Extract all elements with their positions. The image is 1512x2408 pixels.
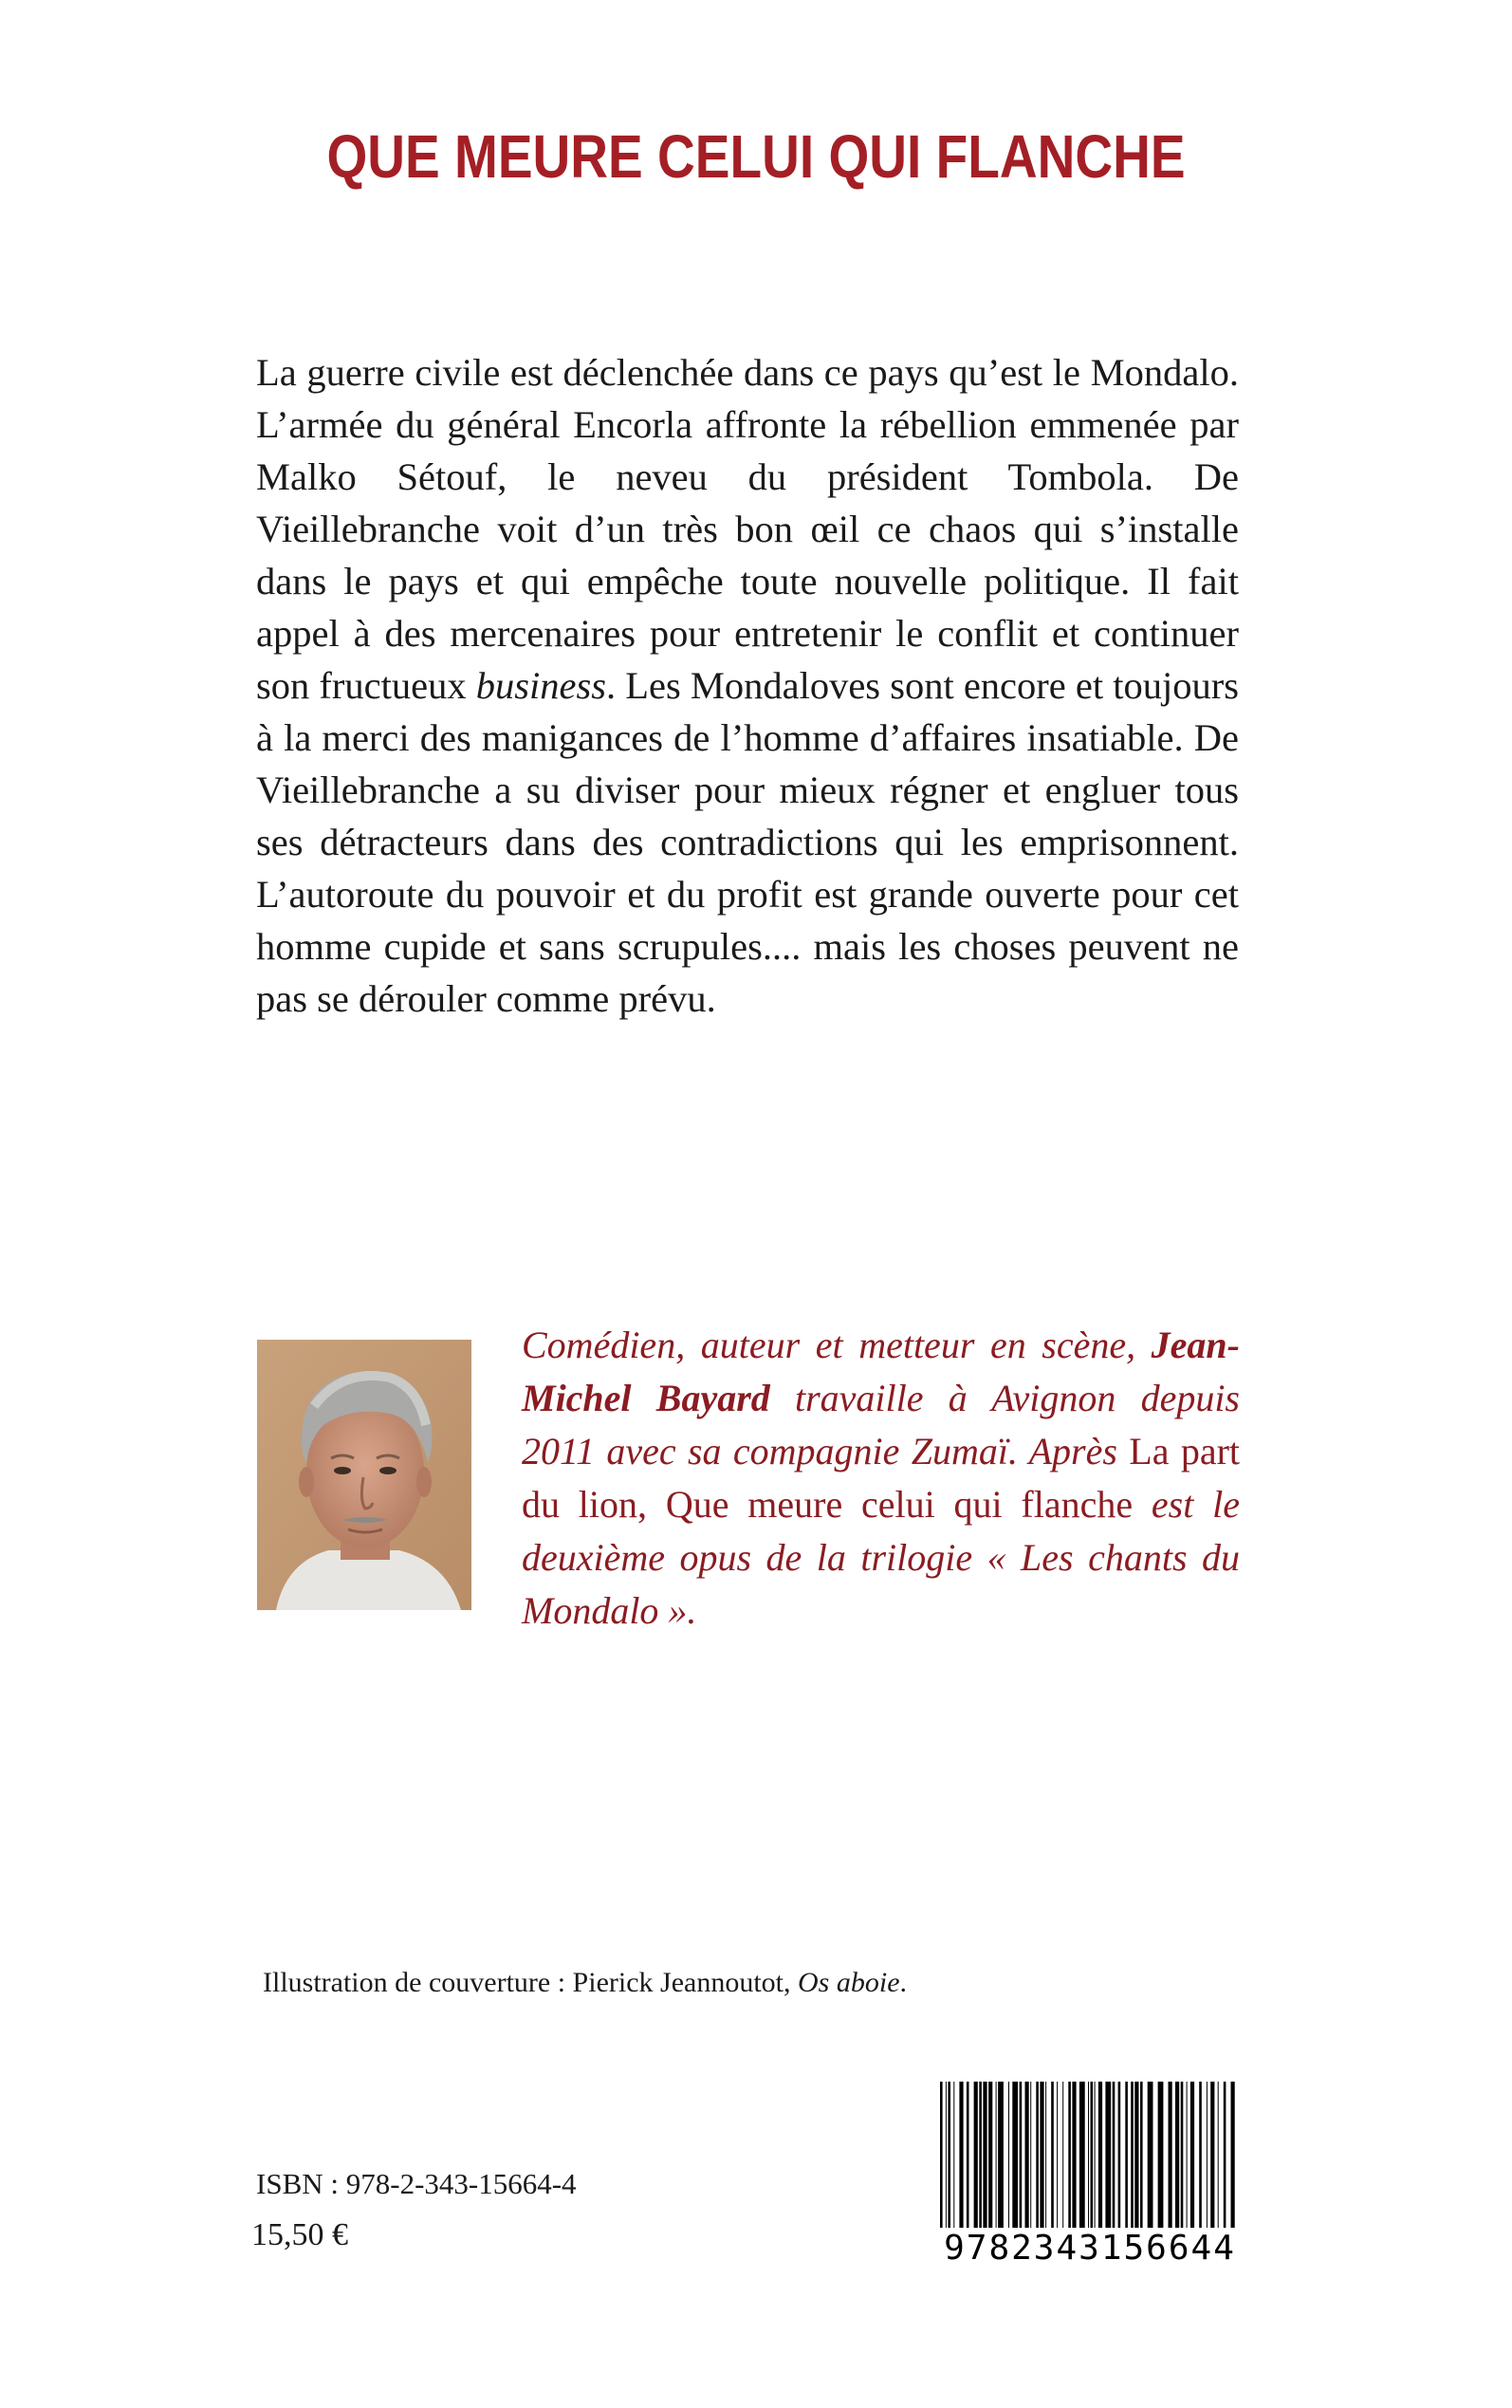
barcode-bar xyxy=(1140,2082,1143,2233)
barcode-bar xyxy=(959,2082,963,2233)
price: 15,50 € xyxy=(251,2217,348,2252)
blurb-text-1: La guerre civile est déclenchée dans ce pays qu’est le Mondalo. L’armée du général Encorla affronte la rébellion emmenée par Malko Sétouf, le neveu du président Tombola. De Vieillebranche voit d’un très bon œil ce chaos qui s’installe dans le pays et qui empêche toute nouvelle politique. Il fait appel à des mercenaires pour entretenir le conflit et continuer son fructueux xyxy=(256,351,1239,707)
barcode-bar xyxy=(1207,2082,1208,2233)
barcode-bar xyxy=(1025,2082,1029,2233)
barcode-bar xyxy=(1134,2082,1138,2233)
book-title: QUE MEURE CELUI QUI FLANCHE xyxy=(326,122,1186,191)
bio-book-2: Que meure celui qui flanche xyxy=(665,1483,1134,1526)
barcode-bar xyxy=(1088,2082,1089,2233)
barcode-bar xyxy=(1158,2082,1164,2233)
barcode-bar xyxy=(1020,2082,1023,2233)
barcode-bar xyxy=(1148,2082,1153,2233)
barcode-bar xyxy=(1125,2082,1128,2233)
barcode-bar xyxy=(1012,2082,1018,2233)
blurb-paragraph xyxy=(256,346,1239,1025)
barcode-bar xyxy=(1169,2082,1172,2233)
barcode-bar xyxy=(996,2082,997,2233)
barcode-bar xyxy=(1199,2082,1202,2233)
barcode-digits: 9782343156644 xyxy=(936,2228,1244,2269)
barcode-bar xyxy=(1210,2082,1214,2233)
barcode-bar xyxy=(983,2082,986,2233)
barcode-bar xyxy=(1181,2082,1184,2233)
barcode-bar xyxy=(1224,2082,1226,2233)
barcode-bar xyxy=(1051,2082,1054,2233)
credit-suffix: . xyxy=(899,1967,908,1998)
barcode xyxy=(936,2082,1244,2281)
barcode-bar xyxy=(1072,2082,1076,2233)
bio-book-1: La part du lion xyxy=(522,1430,1240,1526)
barcode-bar xyxy=(1057,2082,1058,2233)
barcode-bar xyxy=(979,2082,982,2233)
credit-work: Os aboie xyxy=(798,1967,900,1998)
barcode-bar xyxy=(1118,2082,1121,2233)
barcode-bar xyxy=(1131,2082,1134,2233)
barcode-bar xyxy=(948,2082,950,2233)
author-bio xyxy=(522,1319,1240,1638)
barcode-bar xyxy=(1036,2082,1039,2233)
barcode-bar xyxy=(1113,2082,1116,2233)
blurb-text-2: . Les Mondaloves sont encore et toujours à la merci des manigances de l’homme d’affaires insatiable. De Vieillebranche a su diviser pour mieux régner et engluer tous ses détracteurs dans des contradictions qui les emprisonnent. L’autoroute du pouvoir et du profit est grande ouverte pour cet homme cupide et sans scrupules.... mais les choses peuvent ne pas se dérouler comme prévu. xyxy=(256,664,1239,1020)
bio-intro: Comédien, auteur et metteur en scène, xyxy=(522,1324,1152,1366)
barcode-bar xyxy=(967,2082,969,2233)
barcode-bar xyxy=(988,2082,992,2233)
barcode-bar xyxy=(1045,2082,1046,2233)
author-name: Jean-Michel Bayard xyxy=(522,1324,1240,1419)
isbn: ISBN : 978-2-343-15664-4 xyxy=(256,2167,577,2200)
barcode-bar xyxy=(1079,2082,1085,2233)
barcode-bar xyxy=(974,2082,978,2233)
barcode-bar xyxy=(998,2082,1004,2233)
bio-end: est le deuxième opus de la trilogie « Les chants du Mondalo ». xyxy=(522,1483,1241,1632)
barcode-bar xyxy=(1008,2082,1009,2233)
barcode-bar xyxy=(1098,2082,1102,2233)
author-photo xyxy=(257,1340,471,1610)
barcode-bar xyxy=(1187,2082,1188,2233)
barcode-bar xyxy=(1068,2082,1071,2233)
barcode-bar xyxy=(1091,2082,1094,2233)
bio-separator: , xyxy=(637,1483,666,1526)
barcode-bar xyxy=(1030,2082,1031,2233)
barcode-bar xyxy=(1062,2082,1063,2233)
barcode-bar xyxy=(1040,2082,1043,2233)
barcode-bar xyxy=(1175,2082,1179,2233)
credit-prefix: Illustration de couverture : Pierick Jeannoutot, xyxy=(263,1967,799,1998)
barcode-bar xyxy=(1190,2082,1194,2233)
barcode-bar xyxy=(940,2082,943,2233)
blurb-italic-word: business xyxy=(475,664,606,707)
bio-middle: travaille à Avignon depuis 2011 avec sa compagnie Zumaï. Après xyxy=(522,1377,1241,1473)
barcode-bar xyxy=(1095,2082,1096,2233)
barcode-bar xyxy=(1218,2082,1219,2233)
barcode-bar xyxy=(1105,2082,1111,2233)
cover-illustration-credit xyxy=(263,1967,907,1999)
barcode-bar xyxy=(953,2082,954,2233)
barcode-bar xyxy=(946,2082,947,2233)
barcode-bar xyxy=(1231,2082,1235,2233)
